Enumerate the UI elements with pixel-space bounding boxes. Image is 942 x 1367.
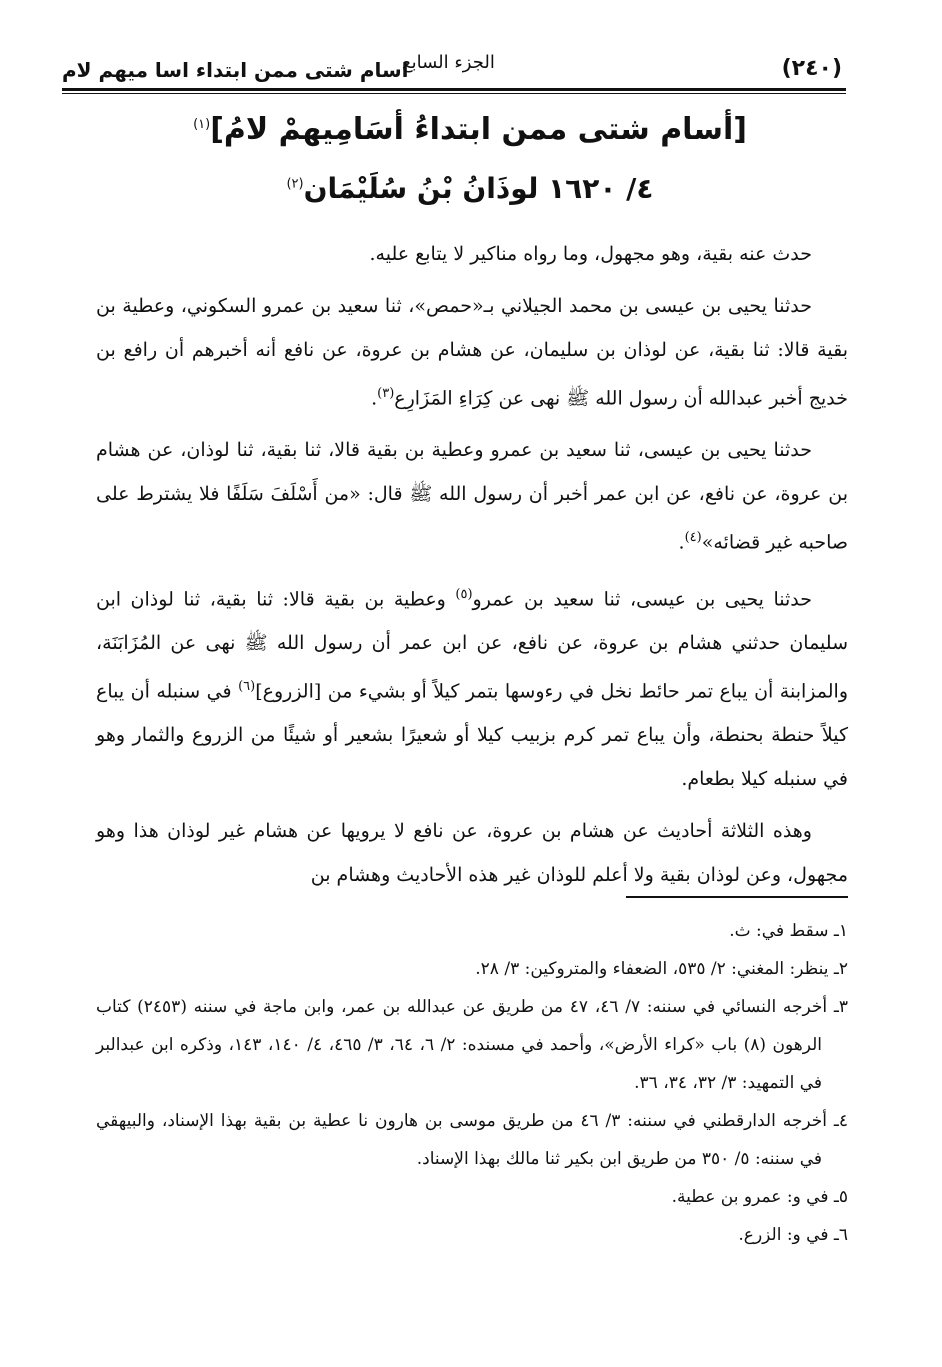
footnote-ref: (٢)	[286, 176, 304, 192]
paragraph-text: حدثنا يحيى بن عيسى، ثنا سعيد بن عمرو وعطية بن بقية قالا، ثنا بقية، ثنا لوذان، عن هشام بن عروة، عن نافع، عن ابن عمر أخبر أن رسول الله ﷺ قال: «من أَسْلَفَ سَلَفًا فلا يشترط على صاحبه غير قضائه»	[96, 439, 848, 554]
footnote: ٥ـ في و: عمرو بن عطية.	[671, 1187, 848, 1207]
footnote: ٤ـ أخرجه الدارقطني في سننه: ٣/ ٤٦ من طريق موسى بن هارون نا عطية بن بقية بهذا الإسناد، والبيهقي في سننه: ٥/ ٣٥٠ من طريق ابن بكير ثنا مالك بهذا الإسناد.	[96, 1111, 848, 1169]
paragraph-text: وعطية بن بقية قالا: ثنا بقية، ثنا لوذان ابن سليمان حدثني هشام بن عروة، عن نافع، عن ابن عمر أن رسول الله ﷺ نهى عن المُزَابَنَة، والمزابنة أن يباع تمر حائط نخل في رءوسها بتمر كيلاً أو بشيء من [الزروع]	[96, 587, 848, 703]
paragraph-text: حدثنا يحيى بن عيسى بن محمد الجيلاني بـ«حمص»، ثنا سعيد بن عمرو السكوني، وعطية بن بقية قالا: ثنا بقية، عن لوذان بن سليمان، عن هشام بن عروة، عن نافع أنه أخبرهم أن رافع بن خديج أخبر عبدالله أن رسول الله ﷺ نهى عن كِرَاءِ المَزَارِع	[96, 295, 848, 410]
footnote-separator	[626, 896, 848, 898]
header-rule-thin	[62, 93, 846, 94]
footnote-ref: (٣)	[377, 386, 395, 401]
running-head-section: اسام شتى ممن ابتداء اسا ميهم لام	[62, 58, 409, 82]
footnote-ref: (٤)	[684, 530, 702, 546]
footnote: ٢ـ ينظر: المغني: ٢/ ٥٣٥، الضعفاء والمتروكين: ٣/ ٢٨.	[475, 959, 848, 979]
chapter-title-text: [أسام شتى ممن ابتداءُ أسَامِيهمْ لامُ]	[210, 112, 747, 147]
paragraph-text: .	[371, 387, 378, 410]
paragraph-text: حدثنا يحيى بن عيسى، ثنا سعيد بن عمرو	[472, 587, 812, 610]
page-header	[62, 48, 842, 90]
page-number: (٢٤٠)	[781, 56, 842, 81]
footnote: ٣ـ أخرجه النسائي في سننه: ٧/ ٤٦، ٤٧ من طريق عن عبدالله بن عمر، وابن ماجة في سننه (٢٤٥٣) كتاب الرهون (٨) باب «كراء الأرض»، وأحمد في مسنده: ٢/ ٦، ٦٤، ٣/ ٤٦٥، ٤/ ١٤٠، ١٤٣، وذكره ابن عبدالبر في التمهيد: ٣/ ٣٢، ٣٤، ٣٦.	[96, 997, 849, 1093]
paragraph-text: حدث عنه بقية، وهو مجهول، وما رواه مناكير لا يتابع عليه.	[369, 243, 812, 265]
paragraph-text: وهذه الثلاثة أحاديث عن هشام بن عروة، عن نافع لا يرويها عن هشام غير لوذان هذا وهو مجهول، وعن لوذان بقية ولا أعلم للوذان غير هذه الأحاديث وهشام بن	[96, 820, 848, 887]
paragraph-text: في سنبله أن يباع كيلاً حنطة بحنطة، وأن يباع تمر كرم بزبيب كيلا أو شعيرًا بشعير أو شيئًا من الزروع والثمار وهو في سنبله كيلا بطعام.	[96, 680, 848, 791]
paragraph	[96, 428, 848, 564]
footnote-ref: (١)	[193, 117, 211, 132]
paragraph	[96, 232, 848, 276]
entry-heading	[100, 172, 840, 205]
paragraph	[96, 284, 848, 420]
footnote-ref: (٦)	[238, 678, 256, 694]
footnote: ٦ـ في و: الزرع.	[738, 1225, 848, 1245]
chapter-title	[100, 112, 840, 147]
main-text	[96, 232, 848, 905]
running-head-part: الجزء السابع	[402, 52, 495, 73]
paragraph	[96, 809, 848, 897]
entry-heading-text: ٤/ ١٦٢٠ لوذَانُ بْنُ سُلَيْمَان	[303, 172, 654, 205]
paragraph	[96, 573, 848, 802]
header-rule-thick	[62, 88, 846, 91]
footnote-ref: (٥)	[455, 586, 473, 602]
paragraph-text: .	[678, 531, 685, 554]
footnotes	[96, 912, 848, 1254]
footnote: ١ـ سقط في: ث.	[729, 921, 848, 941]
